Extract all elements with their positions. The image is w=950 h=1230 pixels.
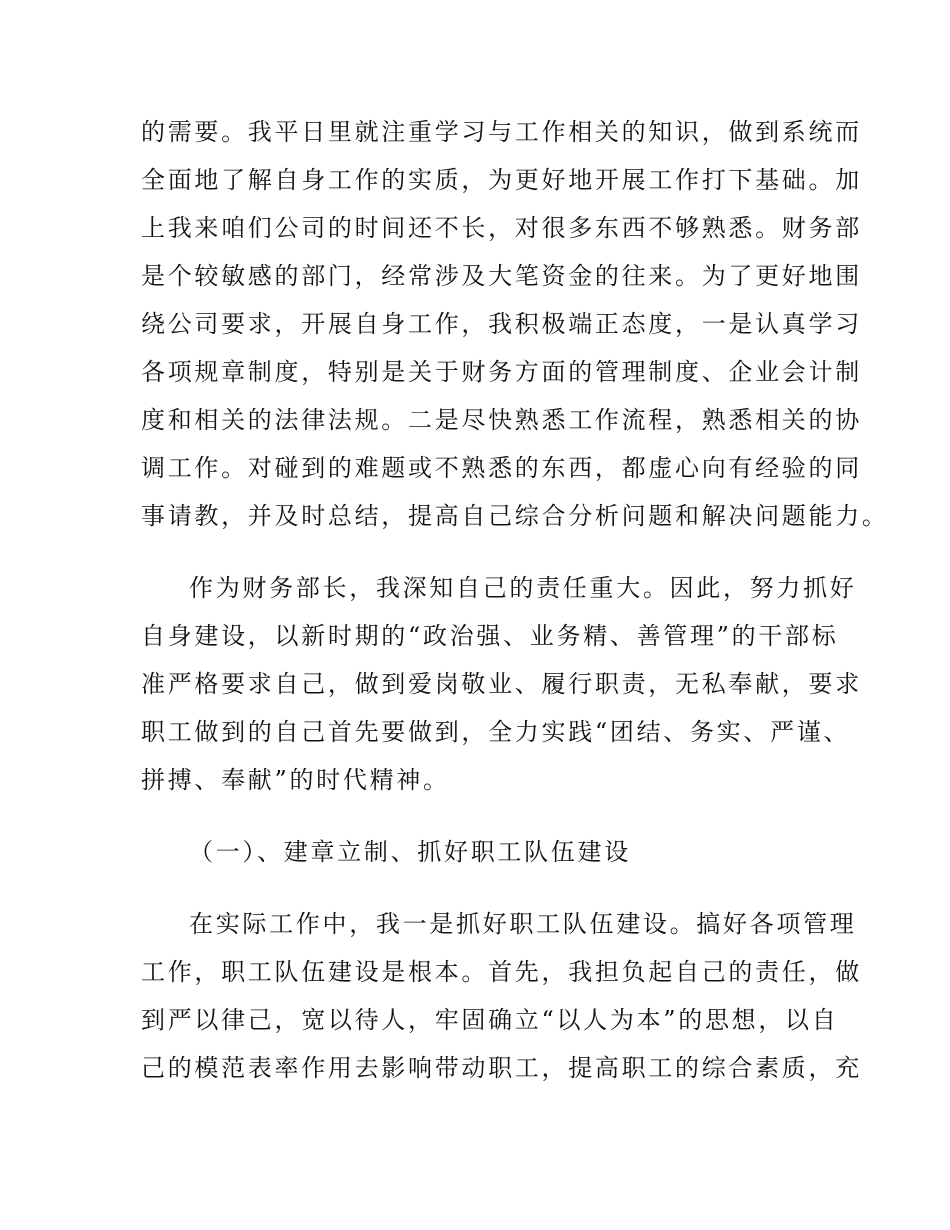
text-line: 绕公司要求，开展自身工作，我积极端正态度，一是认真学习 — [141, 310, 862, 338]
text-line: 上我来咱们公司的时间还不长，对很多东西不够熟悉。财务部 — [141, 214, 862, 242]
text-line: 作为财务部长，我深知自己的责任重大。因此，努力抓好 — [189, 574, 857, 602]
text-line: 拼搏、奉献”的时代精神。 — [141, 766, 450, 794]
text-line: 是个较敏感的部门，经常涉及大笔资金的往来。为了更好地围 — [141, 262, 862, 290]
text-line: 全面地了解自身工作的实质，为更好地开展工作打下基础。加 — [141, 166, 862, 194]
text-line: 己的模范表率作用去影响带动职工，提高职工的综合素质，充 — [141, 1054, 862, 1082]
text-line: 的需要。我平日里就注重学习与工作相关的知识，做到系统而 — [141, 118, 862, 146]
text-line: 度和相关的法律法规。二是尽快熟悉工作流程，熟悉相关的协 — [141, 406, 862, 434]
text-line: 到严以律己，宽以待人，牢固确立“以人为本”的思想，以自 — [141, 1006, 839, 1034]
text-line: 调工作。对碰到的难题或不熟悉的东西，都虚心向有经验的同 — [141, 454, 862, 482]
text-line: 职工做到的自己首先要做到，全力实践“团结、务实、严谨、 — [141, 718, 851, 746]
text-line: 事请教，并及时总结，提高自己综合分析问题和解决问题能力。 — [141, 502, 889, 530]
heading-line: （一）、建章立制、抓好职工队伍建设 — [189, 838, 631, 866]
text-line: 在实际工作中，我一是抓好职工队伍建设。搞好各项管理 — [189, 910, 857, 938]
text-line: 各项规章制度，特别是关于财务方面的管理制度、企业会计制 — [141, 358, 862, 386]
text-line: 准严格要求自己，做到爱岗敬业、履行职责，无私奉献，要求 — [141, 670, 862, 698]
text-line: 工作，职工队伍建设是根本。首先，我担负起自己的责任，做 — [141, 958, 862, 986]
text-line: 自身建设，以新时期的“政治强、业务精、善管理”的干部标 — [141, 622, 839, 650]
